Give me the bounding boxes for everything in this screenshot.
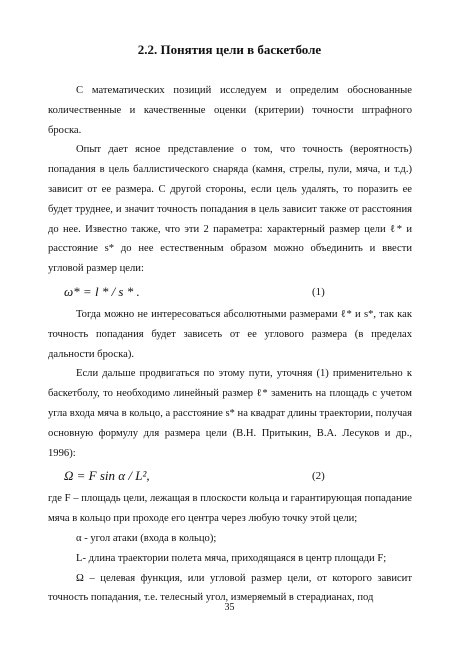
formula-2 [48, 463, 412, 489]
formula-2-expression: Ω = F sin α / L², [64, 468, 150, 484]
paragraph-definition-omega: Ω – целевая функция, или угловой размер цели, от которого зависит точность попадания, т.е. телесный угол, измеряемый в стерадианах, под [48, 572, 412, 604]
formula-1 [48, 279, 412, 305]
page-number: 35 [224, 602, 235, 613]
paragraph-intro: С математических позиций исследуем и определим обоснованные количественные и качественные оценки (критерии) точности штрафного броска. [48, 85, 412, 136]
formula-1-expression: ω* = l * / s * . [64, 283, 140, 299]
formula-1-number: (1) [312, 285, 325, 298]
section-title: 2.2. Понятия цели в баскетболе [137, 42, 322, 57]
paragraph-experience: Опыт дает ясное представление о том, что точность (вероятность) попадания в цель баллистического снаряда (камня, стрелы, пули, мяча, и т.д.) зависит от ее размера. С другой стороны, если цель удалять, то поразить ее будет труднее, и значит точность попадания в цель зависит также от расстояния до нее. Известно также, что эти 2 параметра: характерный размер цели ℓ* и расстояние s* до нее естественным образом можно объединить и ввести угловой размер цели: [48, 144, 412, 275]
paragraph-definition-l: L- длина траектории полета мяча, приходящаяся в центр площади F; [76, 552, 387, 564]
paragraph-definition-alpha: α - угол атаки (входа в кольцо); [76, 532, 217, 544]
paragraph-basketball: Если дальше продвигаться по этому пути, уточняя (1) применительно к баскетболу, то необходимо линейный размер ℓ* заменить на площадь с учетом угла входа мяча в кольцо, а расстояние s* на квадрат длины траектории, получая основную формулу для размера цели (В.Н. Притыкин, В.А. Лесуков и др., 1996): [48, 368, 412, 459]
paragraph-definition-f: где F – площадь цели, лежащая в плоскости кольца и гарантирующая попадание мяча в кольцо при проходе его центра через любую точку этой цели; [48, 493, 412, 525]
body-text [48, 81, 412, 608]
paragraph-angular-size: Тогда можно не интересоваться абсолютными размерами ℓ* и s*, так как точность попадания будет зависеть от ее углового размера (в пределах дальности броска). [48, 308, 412, 360]
formula-2-number: (2) [312, 470, 325, 483]
